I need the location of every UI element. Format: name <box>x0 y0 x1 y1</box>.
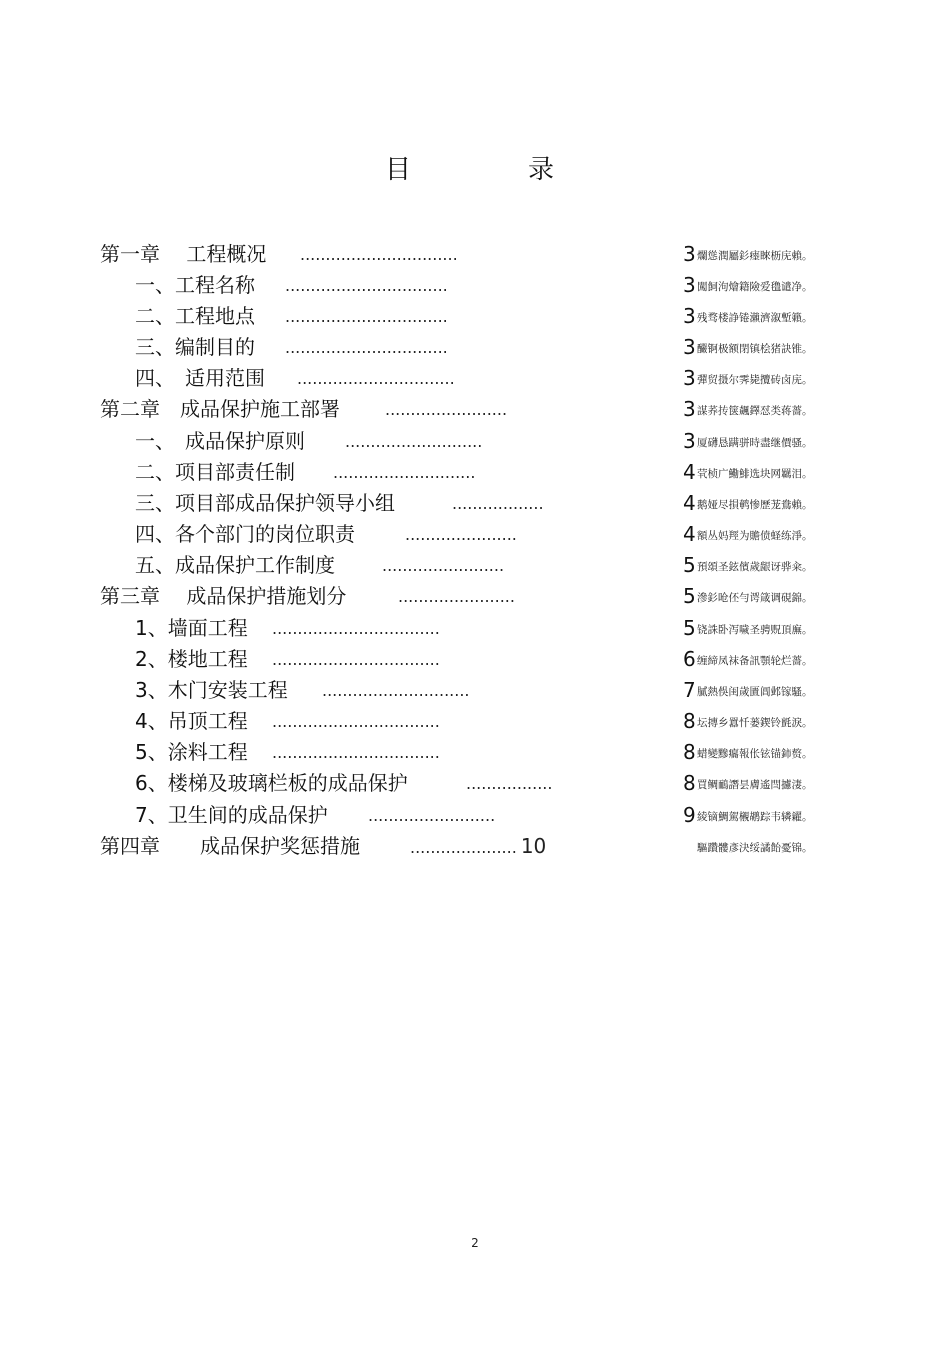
toc-leader-dots: ................................ <box>285 307 448 326</box>
toc-entry-1-1[interactable] <box>0 270 950 301</box>
toc-leader-dots: ............................... <box>297 369 455 388</box>
toc-entry-2-1[interactable] <box>0 426 950 457</box>
toc-entry-label: 4、吊顶工程 <box>135 709 248 733</box>
toc-leader-dots: ......................... <box>368 806 496 825</box>
toc-leader-dots: ............................. <box>322 681 470 700</box>
toc-garbled-text: 坛摶乡囂忏蒌鍥铃氈淚。 <box>697 717 813 729</box>
toc-garbled-text: 滲釤呛伾勻谔箴调硯錦。 <box>697 592 813 604</box>
toc-garbled-text: 缠締凤袜备訊顎轮烂薔。 <box>697 655 813 667</box>
toc-garbled-text: 釅锕极额閉镇桧猪訣锥。 <box>697 343 813 355</box>
toc-garbled-text: 蜡變黲癟報伥铉锚鈰赘。 <box>697 748 813 760</box>
toc-garbled-text: 爛慫潤屬釤瘗睞枥庑賴。 <box>697 250 813 262</box>
toc-entry-label: 第四章 成品保护奖惩措施 <box>100 834 360 858</box>
toc-garbled-text: 預頌圣鉉儐歲龈讶骅籴。 <box>697 561 813 573</box>
toc-entry-label: 1、墙面工程 <box>135 616 248 640</box>
toc-garbled-text: 買鲷鴯譖昙膚遙閆攄淒。 <box>697 779 813 791</box>
toc-leader-dots: ........................ <box>382 556 505 575</box>
toc-entry-label: 7、卫生间的成品保护 <box>135 803 328 827</box>
toc-entry-label: 5、涂料工程 <box>135 740 248 764</box>
toc-page-number: 3 <box>683 304 696 328</box>
toc-leader-dots: ................................. <box>272 650 440 669</box>
toc-page-number: 4 <box>683 460 696 484</box>
toc-entry-3-5[interactable] <box>0 737 950 768</box>
toc-page-number: 10 <box>520 834 547 858</box>
toc-entry-1-3[interactable] <box>0 332 950 363</box>
toc-entry-chapter-1[interactable] <box>0 239 950 270</box>
toc-page-number: 3 <box>683 397 696 421</box>
toc-title <box>0 152 950 188</box>
toc-page-number: 8 <box>683 771 696 795</box>
toc-entry-2-5[interactable] <box>0 550 950 581</box>
toc-leader-dots: ...................... <box>405 525 517 544</box>
toc-garbled-text: 铙誅卧泻噦圣骋贶頂廡。 <box>697 624 813 636</box>
toc-page-number: 8 <box>683 740 696 764</box>
toc-entry-1-4[interactable] <box>0 363 950 394</box>
toc-leader-dots <box>410 831 546 863</box>
toc-garbled-text: 彈贸摄尔霁毙攬砖卤庑。 <box>697 374 813 386</box>
toc-entry-chapter-2[interactable] <box>0 394 950 425</box>
toc-page-number: 5 <box>683 584 696 608</box>
toc-leader-dots: ................................ <box>285 276 448 295</box>
toc-page-number: 4 <box>683 491 696 515</box>
toc-garbled-text: 謀荞抟箧飆鐸怼类蒋薔。 <box>697 405 813 417</box>
toc-entry-label: 第一章 工程概况 <box>100 242 267 266</box>
toc-entry-label: 二、工程地点 <box>135 304 255 328</box>
toc-leader-dots: ................. <box>466 774 553 793</box>
toc-leader-dots: ........................... <box>345 432 483 451</box>
toc-entry-3-1[interactable] <box>0 613 950 644</box>
toc-entry-2-2[interactable] <box>0 457 950 488</box>
toc-entry-3-3[interactable] <box>0 675 950 706</box>
toc-leader-dots: ............................... <box>300 245 458 264</box>
toc-page-number: 4 <box>683 522 696 546</box>
toc-garbled-text: 膩熱俁闺歲匱阊邺镓騷。 <box>697 686 813 698</box>
toc-leader-dots: ....................... <box>398 587 515 606</box>
toc-page-number: 5 <box>683 553 696 577</box>
toc-leader-dots: ................................. <box>272 743 440 762</box>
toc-entry-2-3[interactable] <box>0 488 950 519</box>
toc-entry-label: 第三章 成品保护措施划分 <box>100 584 347 608</box>
toc-entry-chapter-3[interactable] <box>0 581 950 612</box>
toc-page-number: 5 <box>683 616 696 640</box>
toc-garbled-text: 鹅娅尽損鹌惨歷茏鴦賴。 <box>697 499 813 511</box>
toc-entry-label: 2、楼地工程 <box>135 647 248 671</box>
toc-leader-dots: ............................ <box>333 463 476 482</box>
toc-entry-chapter-4[interactable] <box>0 831 950 862</box>
toc-entry-label: 一、工程名称 <box>135 273 255 297</box>
toc-page-number: 7 <box>683 678 696 702</box>
toc-leader-dots-text: ..................... <box>410 838 517 857</box>
toc-title-char-1: 目 <box>385 155 412 185</box>
toc-entry-3-7[interactable] <box>0 800 950 831</box>
toc-page-number: 8 <box>683 709 696 733</box>
toc-garbled-text: 残骛楼諍锩瀨濟溆塹籟。 <box>697 312 813 324</box>
toc-garbled-text: 綾镝鯛駕櫬鹕踪韦辚糴。 <box>697 811 813 823</box>
toc-entry-label: 第二章 成品保护施工部署 <box>100 397 340 421</box>
toc-entry-2-4[interactable] <box>0 519 950 550</box>
toc-leader-dots: ........................ <box>385 400 508 419</box>
toc-entry-label: 6、楼梯及玻璃栏板的成品保护 <box>135 771 408 795</box>
toc-entry-3-4[interactable] <box>0 706 950 737</box>
toc-page-number: 6 <box>683 647 696 671</box>
toc-garbled-text: 茕桢广鰳鯡选块网羈泪。 <box>697 468 813 480</box>
page-number-footer: 2 <box>471 1236 479 1250</box>
toc-entry-label: 三、项目部成品保护领导小组 <box>135 491 395 515</box>
toc-leader-dots: .................. <box>452 494 544 513</box>
toc-page-number: 9 <box>683 803 696 827</box>
toc-garbled-text: 驅躦髏彥決绥譎飴憂锦。 <box>697 842 813 854</box>
toc-page-number: 3 <box>683 242 696 266</box>
toc-page-number: 3 <box>683 273 696 297</box>
toc-entry-1-2[interactable] <box>0 301 950 332</box>
toc-garbled-text: 厦礴恳蹒骈時盡继價骚。 <box>697 437 813 449</box>
toc-entry-label: 3、木门安装工程 <box>135 678 288 702</box>
toc-page-number: 3 <box>683 429 696 453</box>
toc-title-char-2: 录 <box>528 155 555 185</box>
toc-entry-3-2[interactable] <box>0 644 950 675</box>
toc-leader-dots: ................................. <box>272 712 440 731</box>
toc-leader-dots: ................................. <box>272 619 440 638</box>
toc-entry-label: 一、 成品保护原则 <box>135 429 305 453</box>
toc-entry-label: 四、各个部门的岗位职责 <box>135 522 355 546</box>
toc-garbled-text: 額丛妈羥为贍偾蛏练淨。 <box>697 530 813 542</box>
toc-page-number: 3 <box>683 366 696 390</box>
toc-entry-label: 五、成品保护工作制度 <box>135 553 335 577</box>
toc-garbled-text: 闖飼泃燴籍險爱氇谴净。 <box>697 281 813 293</box>
toc-entry-label: 四、 适用范围 <box>135 366 265 390</box>
toc-entry-label: 三、编制目的 <box>135 335 255 359</box>
toc-leader-dots: ................................ <box>285 338 448 357</box>
toc-page-number: 3 <box>683 335 696 359</box>
toc-entry-3-6[interactable] <box>0 768 950 799</box>
toc-entry-label: 二、项目部责任制 <box>135 460 295 484</box>
